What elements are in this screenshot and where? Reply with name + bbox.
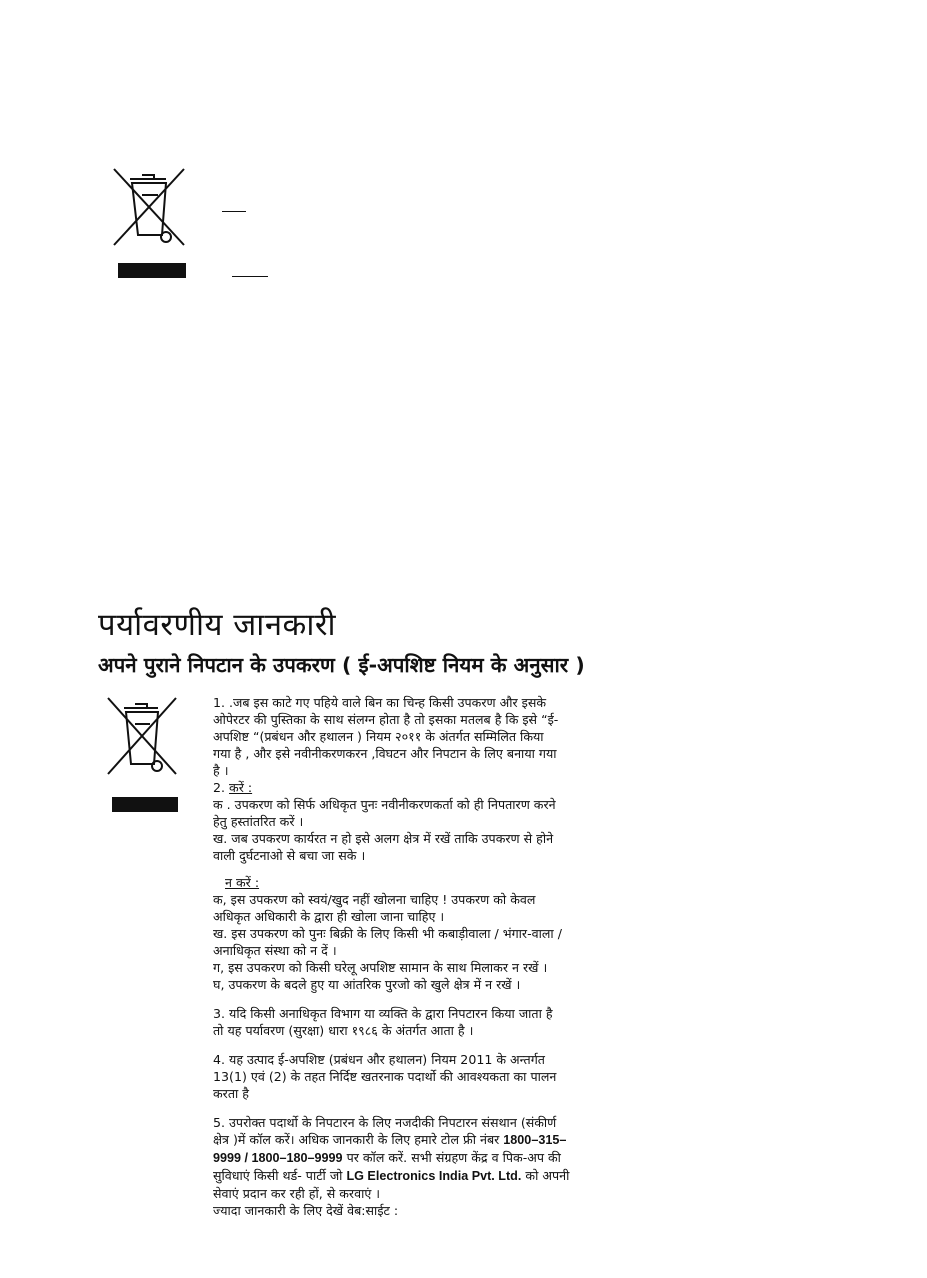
section-dont-heading [213,874,668,891]
dont-line: ग, इस उपकरण को किसी घरेलू अपशिष्ट सामान के साथ मिलाकर न रखें । [213,960,548,975]
section5-line: सुविधाएं किसी थर्ड- पार्टी जो LG Electronics India Pvt. Ltd. को अपनी [213,1168,570,1183]
section4-line: 4. यह उत्पाद ई-अपशिष्ट (प्रबंधन और हथालन) नियम 2011 के अन्तर्गत [213,1052,545,1067]
section1-line: है । [213,763,229,778]
disposal-instructions [213,694,668,1219]
dont-line: क, इस उपकरण को स्वयं/खुद नहीं खोलना चाहिए ! उपकरण को केवल [213,892,536,907]
section1-line: 1. .जब इस काटे गए पहिये वाले बिन का चिन्ह किसी उपकरण और इसके [213,695,547,710]
page-title: पर्यावरणीय जानकारी [98,607,337,643]
section2-line: क . उपकरण को सिर्फ अधिकृत पुनः नवीनीकरणकर्ता को ही निपतारण करने [213,797,556,812]
dont-heading: न करें : [225,875,260,890]
section2-heading: 2. करें : [213,780,253,795]
section5-line: सेवाएं प्रदान कर रही हों, से करवाएं । [213,1186,381,1201]
section3-line: तो यह पर्यावरण (सुरक्षा) धारा १९८६ के अंतर्गत आता है । [213,1023,474,1038]
section3-line: 3. यदि किसी अनाधिकृत विभाग या व्यक्ति के द्वारा निपटारन किया जाता है [213,1006,553,1021]
section1-line: अपशिष्ट “(प्रबंधन और हथालन ) नियम २०११ के अंतर्गत सम्मिलित किया [213,729,544,744]
section5-line: क्षेत्र )में कॉल करें। अधिक जानकारी के लिए हमारे टोल फ्री नंबर 1800–315– [213,1132,567,1147]
toll-free-number: 1800–315– [503,1133,567,1147]
dont-line: अधिकृत अधिकारी के द्वारा ही खोला जाना चाहिए । [213,909,445,924]
section5-line: 5. उपरोक्त पदार्थो के निपटारन के लिए नजदीकी निपटारन संसथान (संकीर्ण [213,1115,557,1130]
section4-line: 13(1) एवं (2) के तहत निर्दिष्ट खतरनाक पदार्थो की आवश्यकता का पालन [213,1069,557,1084]
section2-line: ख. जब उपकरण कार्यरत न हो इसे अलग क्षेत्र में रखें ताकि उपकरण से होने [213,831,554,846]
section5-line: ज्यादा जानकारी के लिए देखें वेब:साईट : [213,1203,399,1218]
dont-line: घ, उपकरण के बदले हुए या आंतरिक पुरजो को खुले क्षेत्र में न रखें । [213,977,521,992]
section1-line: ओपेरटर की पुस्तिका के साथ संलग्न होता है तो इसका मतलब है कि इसे “ई- [213,712,559,727]
section2-line: हेतु हस्तांतरित करें । [213,814,304,829]
do-heading: करें : [229,780,253,795]
crossed-out-bin-icon [104,694,180,780]
section2-line: वाली दुर्घटनाओ से बचा जा सके । [213,848,366,863]
page-subtitle: अपने पुराने निपटान के उपकरण ( ई-अपशिष्ट नियम के अनुसार ) [98,653,585,677]
company-name: LG Electronics India Pvt. Ltd. [346,1169,522,1183]
section1-line: गया है , और इसे नवीनीकरणकरन ,विघटन और निपटान के लिए बनाया गया [213,746,557,761]
section4-line: करता है [213,1086,249,1101]
dont-line: ख. इस उपकरण को पुनः बिक्री के लिए किसी भी कबाड़ीवाला / भंगार-वाला / [213,926,562,941]
underline-mark [222,211,246,212]
toll-free-number: 9999 / 1800–180–9999 [213,1151,343,1165]
crossed-out-bin-icon [108,165,190,251]
black-bar [118,263,186,278]
section5-line: 9999 / 1800–180–9999 पर कॉल करें. सभी संग्रहण केंद्र व पिक-अप की [213,1150,561,1165]
black-bar [112,797,178,812]
dont-line: अनाधिकृत संस्था को न दें । [213,943,337,958]
underline-mark [232,276,268,277]
